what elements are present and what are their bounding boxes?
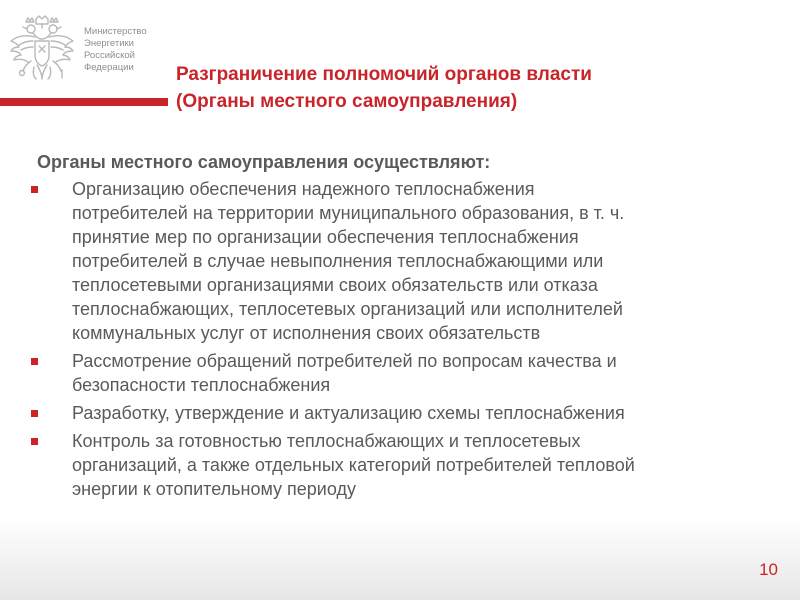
coat-of-arms-icon: [9, 15, 75, 89]
bullet-line: теплоснабжающих, теплосетевых организаций или исполнителей: [72, 299, 623, 319]
bullet-text: [72, 429, 781, 501]
bullet-item: [31, 401, 781, 425]
ministry-line: Российской: [84, 50, 135, 61]
square-bullet-icon: [31, 410, 38, 417]
bullet-text: [72, 401, 781, 425]
slide-title: [176, 61, 776, 115]
bullet-line: коммунальных услуг от исполнения своих обязательств: [72, 323, 541, 343]
bullet-line: потребителей на территории муниципального образования, в т. ч.: [72, 203, 625, 223]
bullet-text: [72, 177, 781, 345]
bullet-line: энергии к отопительному периоду: [72, 479, 356, 499]
bullet-line: организаций, а также отдельных категорий потребителей тепловой: [72, 455, 635, 475]
header-accent-bar: [0, 98, 168, 106]
slide-title-line: (Органы местного самоуправления): [176, 91, 518, 112]
bullet-line: Организацию обеспечения надежного теплоснабжения: [72, 179, 535, 199]
bullet-line: принятие мер по организации обеспечения теплоснабжения: [72, 227, 579, 247]
content-intro: Органы местного самоуправления осуществляют:: [37, 152, 491, 172]
page-number: 10: [759, 560, 778, 579]
square-bullet-icon: [31, 186, 38, 193]
bullet-item: [31, 177, 781, 345]
bullet-item: [31, 349, 781, 397]
bullet-line: Рассмотрение обращений потребителей по вопросам качества и: [72, 351, 617, 371]
bullet-line: Контроль за готовностью теплоснабжающих и теплосетевых: [72, 431, 581, 451]
bullet-list: [31, 177, 781, 505]
bullet-item: [31, 429, 781, 501]
slide-title-line: Разграничение полномочий органов власти: [176, 64, 592, 85]
square-bullet-icon: [31, 438, 38, 445]
bullet-line: теплосетевыми организациями своих обязательств или отказа: [72, 275, 598, 295]
bullet-line: безопасности теплоснабжения: [72, 375, 331, 395]
bullet-text: [72, 349, 781, 397]
bullet-line: потребителей в случае невыполнения теплоснабжающими или: [72, 251, 604, 271]
ministry-line: Министерство: [84, 26, 147, 37]
ministry-line: Федерации: [84, 62, 134, 73]
square-bullet-icon: [31, 358, 38, 365]
bullet-line: Разработку, утверждение и актуализацию схемы теплоснабжения: [72, 403, 625, 423]
ministry-line: Энергетики: [84, 38, 134, 49]
ministry-logo-text: [84, 26, 164, 74]
